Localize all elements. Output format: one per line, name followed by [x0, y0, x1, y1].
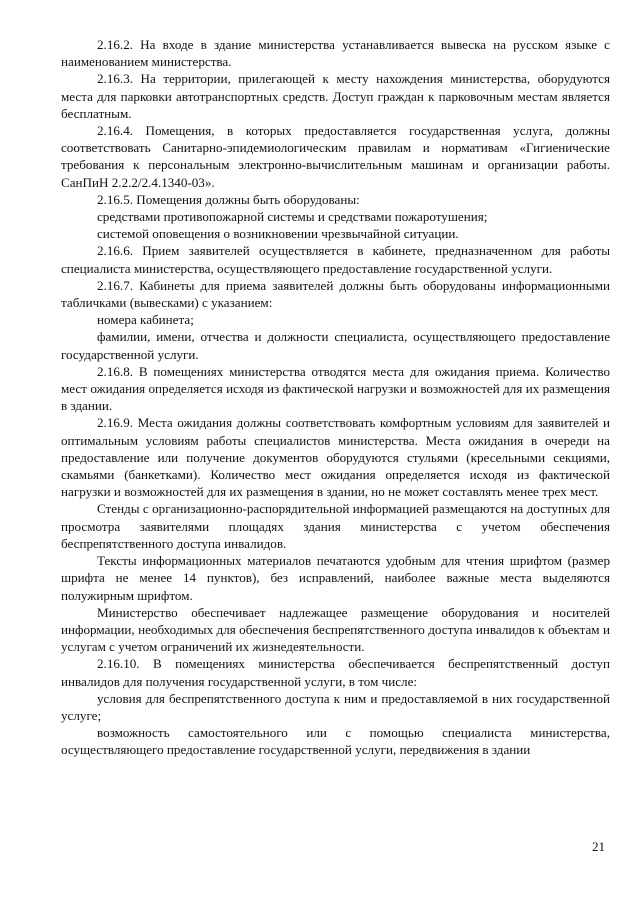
- paragraph-2-16-2: 2.16.2. На входе в здание министерства устанавливается вывеска на русском языке с наименованием министерства.: [61, 37, 610, 70]
- page-number: 21: [592, 839, 606, 854]
- paragraph-2-16-3: 2.16.3. На территории, прилегающей к месту нахождения министерства, оборудуются места для парковки автотранспортных средств. Доступ граждан к парковочным местам является бесплатным.: [61, 71, 610, 121]
- paragraph-2-16-10: 2.16.10. В помещениях министерства обеспечивается беспрепятственный доступ инвалидов для получения государственной услуги, в том числе:: [61, 656, 610, 689]
- paragraph-2-16-9: 2.16.9. Места ожидания должны соответствовать комфортным условиям для заявителей и оптимальным условиям работы специалистов министерства. Места ожидания в очереди на предоставление или получение документов оборудуются стульями (кресельными секциями, скамьями (банкетками). Количество мест ожидания определяется исходя из фактической нагрузки и возможностей для их размещения в здании, но не может составлять менее трех мест.: [61, 415, 610, 500]
- document-body: [61, 36, 610, 759]
- paragraph-stands: Стенды с организационно-распорядительной информацией размещаются на доступных для просмотра заявителями площадях здания министерства с учетом обеспечения беспрепятственного доступа инвалидов.: [61, 501, 610, 551]
- paragraph-accessibility-equipment: Министерство обеспечивает надлежащее размещение оборудования и носителей информации, необходимых для обеспечения беспрепятственного доступа инвалидов к объектам и услугам с учетом ограничений их жизнедеятельности.: [61, 604, 610, 655]
- list-item-specialist-name: фамилии, имени, отчества и должности специалиста, осуществляющего предоставление государственной услуги.: [61, 329, 610, 362]
- paragraph-2-16-5: 2.16.5. Помещения должны быть оборудованы:: [97, 191, 360, 207]
- paragraph-font-requirements: Тексты информационных материалов печатаются удобным для чтения шрифтом (размер шрифта не менее 14 пунктов), без исправлений, наиболее важные места выделяются полужирным шрифтом.: [61, 553, 610, 603]
- list-item-fire-safety: средствами противопожарной системы и средствами пожаротушения;: [97, 209, 488, 225]
- list-item-emergency-alert: системой оповещения о возникновении чрезвычайной ситуации.: [97, 226, 459, 242]
- paragraph-2-16-8: 2.16.8. В помещениях министерства отводятся места для ожидания приема. Количество мест ожидания определяется исходя из фактической нагрузки и возможностей для их размещения в здании.: [61, 363, 610, 414]
- list-item-access-conditions: условия для беспрепятственного доступа к ним и предоставляемой в них государственной услуге;: [61, 690, 610, 723]
- list-item-movement-possibility: возможность самостоятельного или с помощью специалиста министерства, осуществляющего предоставление государственной услуги, передвижения в здании: [61, 725, 610, 758]
- paragraph-2-16-7: 2.16.7. Кабинеты для приема заявителей должны быть оборудованы информационными табличками (вывесками) с указанием:: [61, 277, 610, 311]
- list-item-room-number: номера кабинета;: [97, 312, 194, 328]
- paragraph-2-16-4: 2.16.4. Помещения, в которых предоставляется государственная услуга, должны соответствовать Санитарно-эпидемиологическим правилам и нормативам «Гигиенические требования к персональным электронно-вычислительным машинам и организации работы. СанПиН 2.2.2/2.4.1340-03».: [61, 123, 610, 190]
- paragraph-2-16-6: 2.16.6. Прием заявителей осуществляется в кабинете, предназначенном для работы специалиста министерства, осуществляющего предоставление государственной услуги.: [61, 243, 610, 276]
